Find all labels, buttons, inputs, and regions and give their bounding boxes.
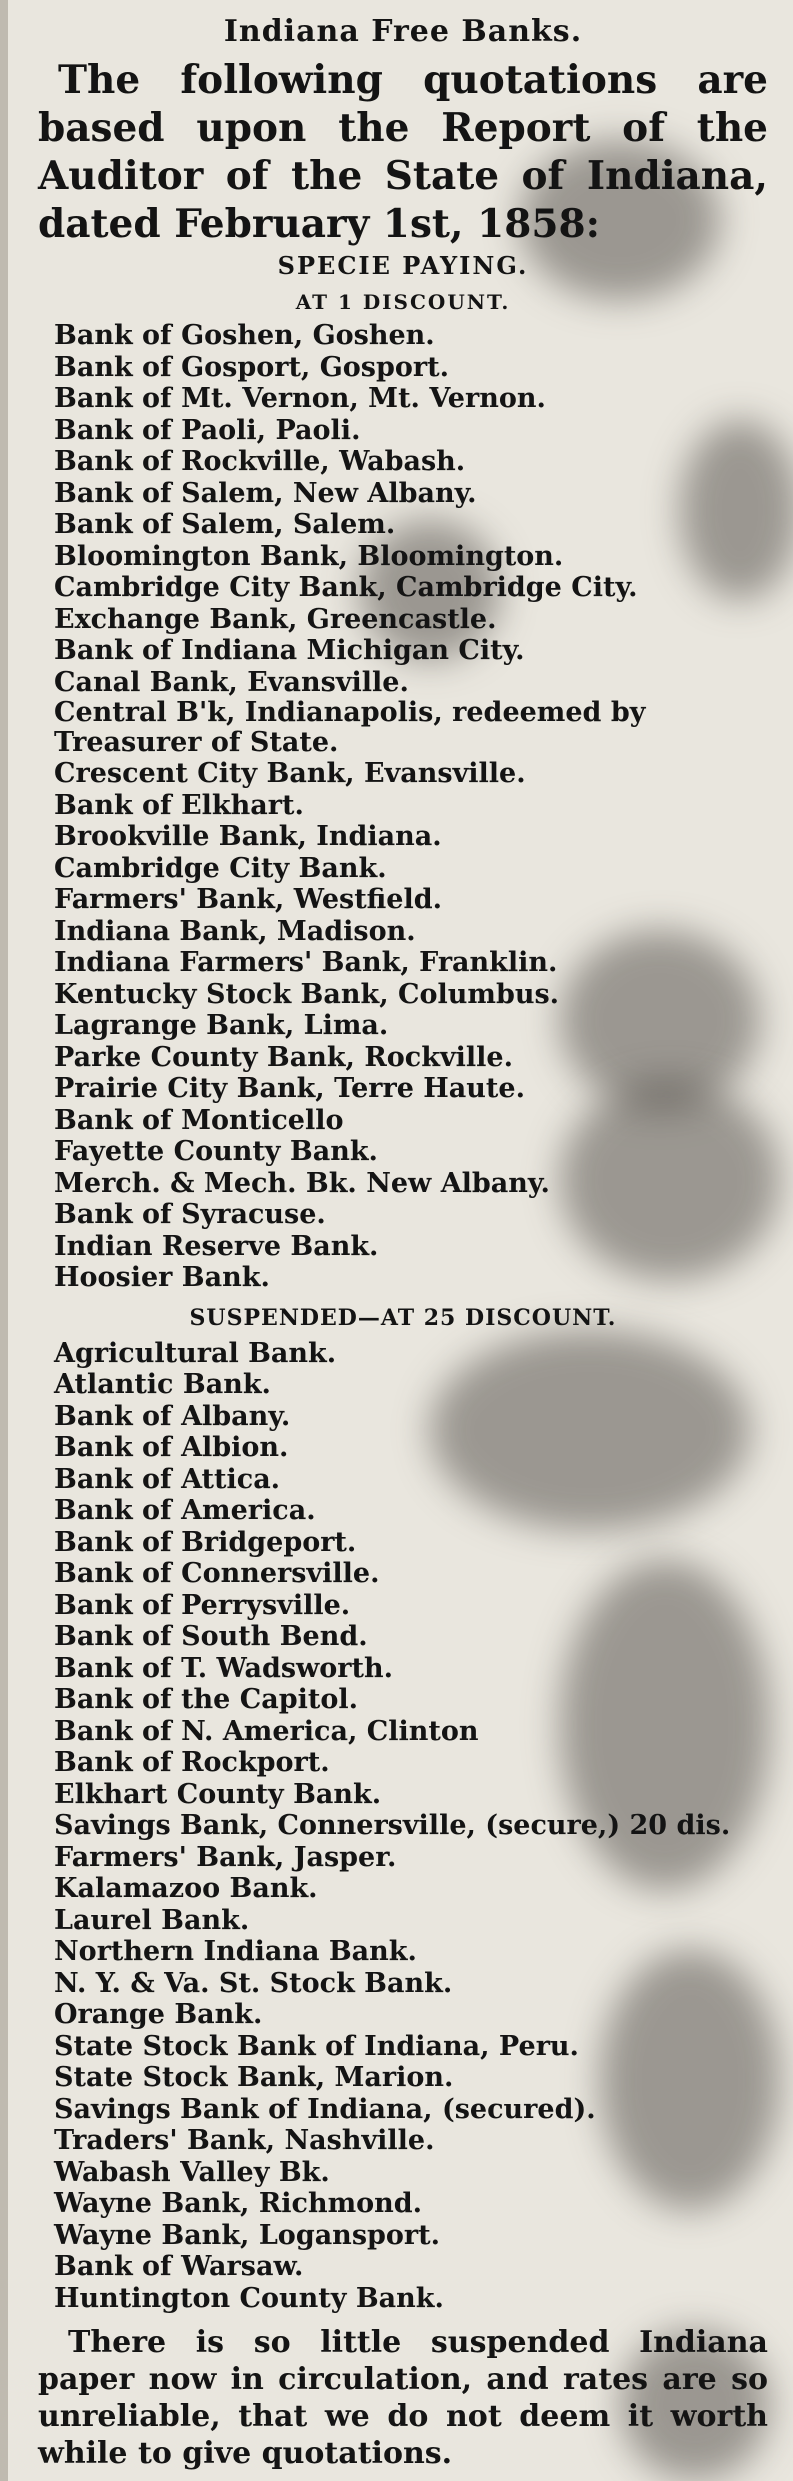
- bank-list-item: Orange Bank.: [54, 1999, 263, 2030]
- bank-list-item: Bloomington Bank, Bloomington.: [54, 540, 564, 572]
- section-heading-specie-paying: SPECIE PAYING.: [277, 251, 529, 280]
- article-intro: The following quotations are based upon the Report of the Auditor of the State of Indiana, dated February 1st, 1858:: [38, 57, 768, 247]
- bank-list-item: Prairie City Bank, Terre Haute.: [54, 1073, 525, 1104]
- bank-list-item: Bank of Salem, New Albany.: [54, 477, 477, 509]
- bank-list-item: Traders' Bank, Nashville.: [54, 2125, 435, 2156]
- bank-list-item: Wabash Valley Bk.: [54, 2156, 330, 2188]
- bank-list-item: Kentucky Stock Bank, Columbus.: [54, 978, 560, 1010]
- column-edge: [0, 0, 8, 2481]
- bank-list-item: Bank of Elkhart.: [54, 789, 304, 821]
- bank-list-item: Laurel Bank.: [54, 1904, 250, 1936]
- section-subheading-discount: AT 1 DISCOUNT.: [295, 290, 511, 314]
- bank-list-item: Bank of Paoli, Paoli.: [54, 414, 361, 446]
- bank-list-item: Bank of the Capitol.: [54, 1684, 359, 1715]
- bank-list-item: Bank of Perrysville.: [54, 1589, 351, 1621]
- bank-list-item: Kalamazoo Bank.: [54, 1873, 318, 1904]
- bank-list-item: Northern Indiana Bank.: [54, 1936, 417, 1967]
- bank-list-item: Central B'k, Indianapolis, redeemed by Treasurer of State.: [54, 697, 646, 758]
- bank-list-item: Bank of Albion.: [54, 1432, 289, 1463]
- bank-list-item: Wayne Bank, Richmond.: [54, 2188, 423, 2219]
- bank-list-item: Bank of Warsaw.: [54, 2251, 304, 2282]
- bank-list-item: Bank of N. America, Clinton: [54, 1715, 479, 1747]
- bank-list-item: Merch. & Mech. Bk. New Albany.: [54, 1167, 550, 1199]
- section-heading-suspended: SUSPENDED—AT 25 DISCOUNT.: [189, 1304, 617, 1331]
- bank-list-item: Savings Bank, Connersville, (secure,) 20 dis.: [54, 1810, 731, 1841]
- bank-list-item: Wayne Bank, Logansport.: [54, 2219, 441, 2251]
- bank-list-item: Bank of Indiana Michigan City.: [54, 635, 525, 666]
- bank-list-item: Brookville Bank, Indiana.: [54, 821, 442, 852]
- bank-list-item: Farmers' Bank, Westfield.: [54, 884, 443, 915]
- bank-list-item: Crescent City Bank, Evansville.: [54, 758, 526, 789]
- bank-list-item: Bank of Syracuse.: [54, 1199, 326, 1230]
- bank-list-item: Bank of Salem, Salem.: [54, 509, 396, 540]
- bank-list-item: Indiana Bank, Madison.: [54, 915, 416, 947]
- bank-list-item: Bank of Albany.: [54, 1400, 291, 1432]
- bank-list-item: Elkhart County Bank.: [54, 1778, 382, 1810]
- bank-list-item: Bank of Rockville, Wabash.: [54, 446, 466, 477]
- bank-list-item: Bank of Mt. Vernon, Mt. Vernon.: [54, 383, 546, 414]
- bank-list-item: Exchange Bank, Greencastle.: [54, 603, 497, 635]
- specie-paying-bank-list: [38, 320, 768, 1294]
- bank-list-item: Indian Reserve Bank.: [54, 1230, 379, 1262]
- bank-list-item: Bank of Connersville.: [54, 1558, 380, 1589]
- suspended-bank-list: [38, 1338, 768, 2315]
- bank-list-item: Canal Bank, Evansville.: [54, 666, 409, 698]
- bank-list-item: Farmers' Bank, Jasper.: [54, 1841, 397, 1873]
- bank-list-item: Cambridge City Bank.: [54, 852, 387, 884]
- bank-list-item: Savings Bank of Indiana, (secured).: [54, 2093, 596, 2125]
- bank-list-item: State Stock Bank, Marion.: [54, 2062, 454, 2093]
- bank-list-item: Hoosier Bank.: [54, 1262, 270, 1293]
- bank-list-item: Bank of Goshen, Goshen.: [54, 320, 435, 351]
- bank-list-item: Indiana Farmers' Bank, Franklin.: [54, 947, 558, 978]
- bank-list-item: Huntington County Bank.: [54, 2282, 444, 2314]
- bank-list-item: Agricultural Bank.: [54, 1337, 337, 1369]
- bank-list-item: Bank of America.: [54, 1495, 316, 1526]
- bank-list-item: Bank of Bridgeport.: [54, 1526, 357, 1558]
- bank-list-item: N. Y. & Va. St. Stock Bank.: [54, 1967, 453, 1999]
- closing-paragraph: There is so little suspended Indiana paper now in circulation, and rates are so unreliable, that we do not deem it worth while to give quotations.: [38, 2325, 768, 2471]
- article: [38, 8, 768, 2472]
- bank-list-item: Bank of South Bend.: [54, 1621, 368, 1652]
- bank-list-item: State Stock Bank of Indiana, Peru.: [54, 2030, 579, 2062]
- bank-list-item: Bank of Rockport.: [54, 1747, 330, 1778]
- bank-list-item: Bank of T. Wadsworth.: [54, 1652, 394, 1684]
- bank-list-item: Bank of Gosport, Gosport.: [54, 351, 449, 383]
- bank-list-item: Bank of Monticello: [54, 1104, 344, 1136]
- bank-list-item: Atlantic Bank.: [54, 1369, 271, 1400]
- bank-list-item: Cambridge City Bank, Cambridge City.: [54, 572, 638, 603]
- bank-list-item: Fayette County Bank.: [54, 1136, 378, 1167]
- bank-list-item: Lagrange Bank, Lima.: [54, 1010, 389, 1041]
- article-title: Indiana Free Banks.: [223, 14, 583, 49]
- bank-list-item: Parke County Bank, Rockville.: [54, 1041, 513, 1073]
- bank-list-item: Bank of Attica.: [54, 1463, 281, 1495]
